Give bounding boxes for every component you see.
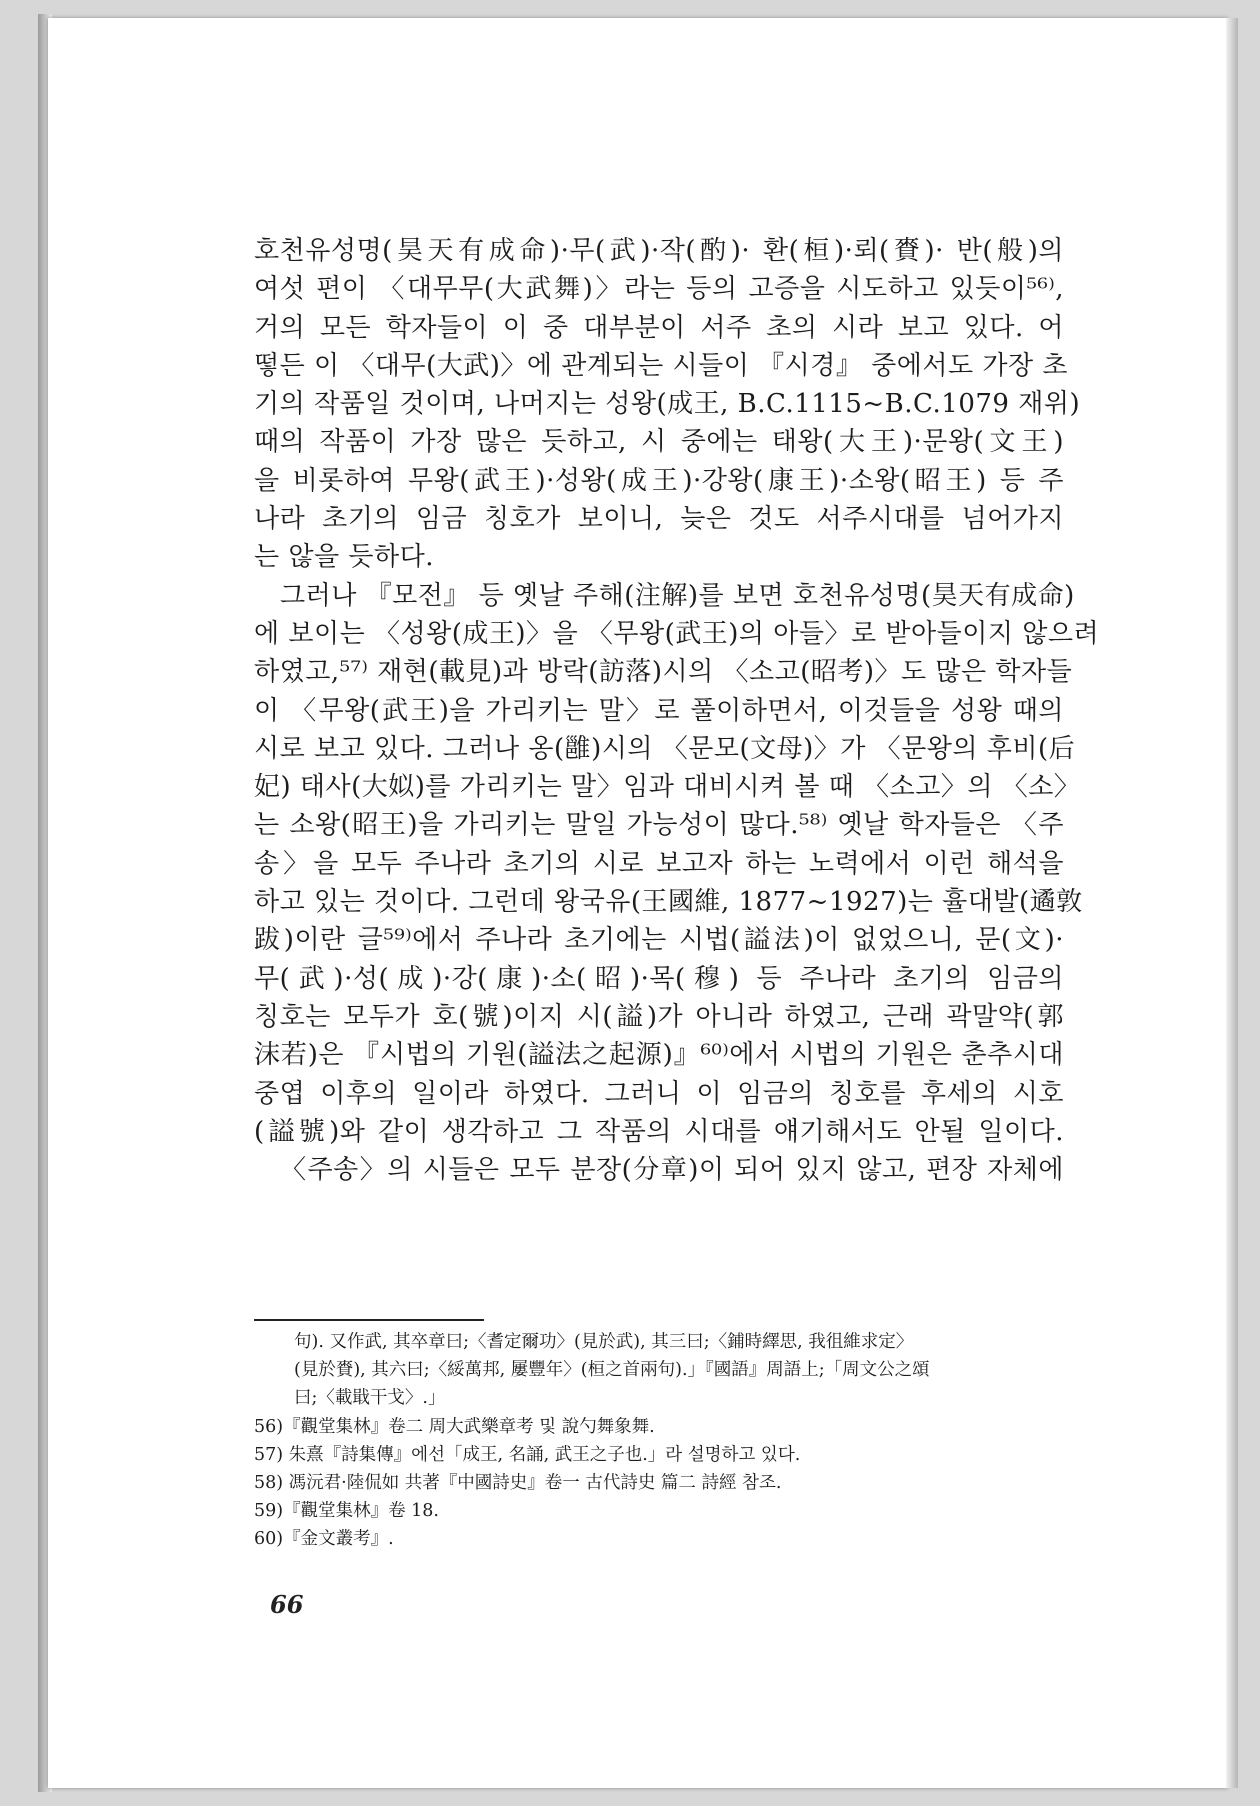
footnote-57: 57) 朱熹『詩集傳』에선「成王, 名誦, 武王之子也.」라 설명하고 있다. bbox=[254, 1444, 801, 1465]
body-line: 妃) 태사(大姒)를 가리키는 말〉임과 대비시켜 볼 때 〈소고〉의 〈소〉 bbox=[254, 772, 1081, 803]
body-line: 때의 작품이 가장 많은 듯하고, 시 중에는 태왕(大王)·문왕(文王) bbox=[254, 427, 1064, 458]
footnote-line: (見於賚), 其六曰;〈綏萬邦, 屢豐年〉(桓之首兩句).」『國語』周語上;「周文公之頌 bbox=[294, 1360, 930, 1381]
body-line: 하고 있는 것이다. 그런데 왕국유(王國維, 1877~1927)는 휼대발(遹敦 bbox=[254, 887, 1083, 918]
body-line: 이 〈무왕(武王)을 가리키는 말〉로 풀이하면서, 이것들을 성왕 때의 bbox=[254, 695, 1064, 726]
body-line: 〈주송〉의 시들은 모두 분장(分章)이 되어 있지 않고, 편장 자체에 bbox=[280, 1155, 1064, 1186]
footnote-line: 句). 又作武, 其卒章曰;〈耆定爾功〉(見於武), 其三曰;〈鋪時繹思, 我徂維求定〉 bbox=[294, 1332, 914, 1352]
body-line: 송〉을 모두 주나라 초기의 시로 보고자 하는 노력에서 이런 해석을 bbox=[254, 848, 1064, 879]
body-line: 그러나 『모전』 등 옛날 주해(注解)를 보면 호천유성명(昊天有成命) bbox=[280, 580, 1075, 611]
body-line: 跋)이란 글⁵⁹⁾에서 주나라 초기에는 시법(謚法)이 없었으니, 문(文)· bbox=[254, 925, 1064, 956]
body-line: 는 소왕(昭王)을 가리키는 말일 가능성이 많다.⁵⁸⁾ 옛날 학자들은 〈주 bbox=[254, 810, 1064, 841]
body-line: 나라 초기의 임금 칭호가 보이니, 늦은 것도 서주시대를 넘어가지 bbox=[254, 504, 1064, 535]
body-line: 칭호는 모두가 호(號)이지 시(謚)가 아니라 하였고, 근래 곽말약(郭 bbox=[254, 1001, 1064, 1032]
footnote-56: 56)『觀堂集林』卷二 周大武樂章考 및 說勺舞象舞. bbox=[254, 1416, 655, 1437]
body-line: 하였고,⁵⁷⁾ 재현(載見)과 방락(訪落)시의 〈소고(昭考)〉도 많은 학자들 bbox=[254, 657, 1073, 688]
page-number: 66 bbox=[270, 1590, 304, 1619]
body-text bbox=[254, 232, 1100, 1189]
page-edge-right bbox=[1226, 18, 1238, 1788]
body-line: 에 보이는 〈성왕(成王)〉을 〈무왕(武王)의 아들〉로 받아들이지 않으려 bbox=[254, 618, 1100, 649]
body-line: 기의 작품일 것이며, 나머지는 성왕(成王, B.C.1115~B.C.1079 재위) bbox=[254, 389, 1081, 420]
body-line: 여섯 편이 〈대무무(大武舞)〉라는 등의 고증을 시도하고 있듯이⁵⁶⁾, bbox=[254, 274, 1064, 305]
body-line: (謚號)와 같이 생각하고 그 작품의 시대를 얘기해서도 안될 일이다. bbox=[254, 1116, 1064, 1147]
body-line: 중엽 이후의 일이라 하였다. 그러니 이 임금의 칭호를 후세의 시호 bbox=[254, 1078, 1064, 1109]
body-line: 떻든 이 〈대무(大武)〉에 관계되는 시들이 『시경』 중에서도 가장 초 bbox=[254, 350, 1068, 381]
body-line: 거의 모든 학자들이 이 중 대부분이 서주 초의 시라 보고 있다. 어 bbox=[254, 312, 1064, 343]
body-line: 는 않을 듯하다. bbox=[254, 542, 434, 573]
footnote-divider bbox=[254, 1319, 484, 1321]
footnote-60: 60)『金文叢考』. bbox=[254, 1529, 394, 1550]
footnotes bbox=[254, 1328, 1064, 1554]
footnote-59: 59)『觀堂集林』卷 18. bbox=[254, 1501, 439, 1522]
footnote-line: 曰;〈載戢干戈〉.」 bbox=[294, 1388, 446, 1409]
body-line: 시로 보고 있다. 그러나 옹(雝)시의 〈문모(文母)〉가 〈문왕의 후비(后 bbox=[254, 733, 1076, 764]
body-line: 沫若)은 『시법의 기원(謚法之起源)』⁶⁰⁾에서 시법의 기원은 춘추시대 bbox=[254, 1040, 1064, 1071]
footnote-58: 58) 馮沅君·陸侃如 共著『中國詩史』卷一 古代詩史 篇二 詩經 참조. bbox=[254, 1473, 782, 1494]
body-line: 무(武)·성(成)·강(康)·소(昭)·목(穆) 등 주나라 초기의 임금의 bbox=[254, 963, 1064, 994]
body-line: 을 비롯하여 무왕(武王)·성왕(成王)·강왕(康王)·소왕(昭王) 등 주 bbox=[254, 465, 1064, 496]
body-line: 호천유성명(昊天有成命)·무(武)·작(酌)· 환(桓)·뢰(賚)· 반(般)의 bbox=[254, 236, 1064, 266]
